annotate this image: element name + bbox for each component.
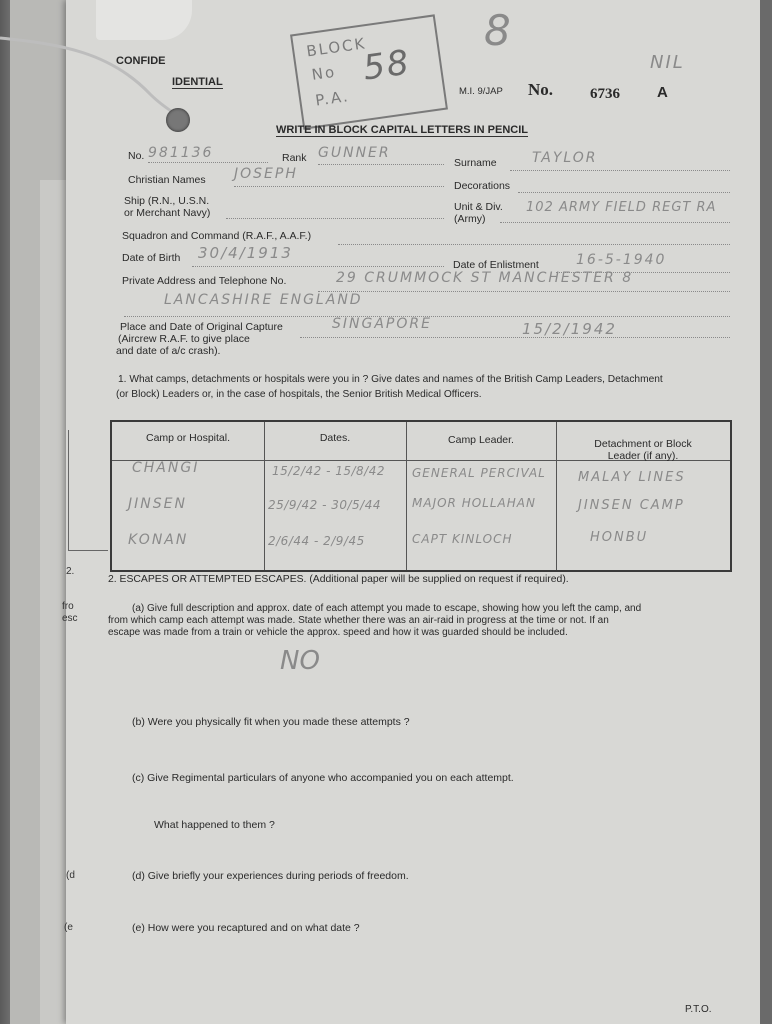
address-label: Private Address and Telephone No. bbox=[122, 275, 287, 287]
christian-line bbox=[234, 186, 444, 187]
capture-line bbox=[300, 337, 730, 338]
capture-place: SINGAPORE bbox=[332, 316, 432, 332]
ship-line bbox=[226, 218, 444, 219]
table-header: Camp Leader. bbox=[448, 434, 514, 446]
pto-label: P.T.O. bbox=[685, 1004, 712, 1015]
surname-line bbox=[510, 170, 730, 171]
rank-value: GUNNER bbox=[318, 145, 391, 161]
underlying-text: (d bbox=[66, 870, 75, 881]
punch-hole bbox=[166, 108, 190, 132]
table-header: Leader (if any). bbox=[607, 450, 679, 462]
form-suffix: A bbox=[657, 84, 668, 101]
underlying-table-edge bbox=[68, 430, 69, 550]
camps-table bbox=[110, 420, 732, 572]
leader-cell: CAPT KINLOCH bbox=[412, 532, 513, 546]
unit-value: 102 ARMY FIELD REGT RA bbox=[526, 200, 717, 215]
table-header: Detachment or Block bbox=[594, 438, 692, 450]
table-header: Camp or Hospital. bbox=[145, 432, 231, 444]
detachment-cell: HONBU bbox=[590, 530, 649, 545]
q1-text: (or Block) Leaders or, in the case of hospitals, the Senior British Medical Officers. bbox=[116, 389, 482, 400]
form-number: 6736 bbox=[590, 86, 620, 102]
q2d-text: (d) Give briefly your experiences during periods of freedom. bbox=[132, 870, 409, 882]
camp-cell: KONAN bbox=[128, 532, 189, 548]
dob-label: Date of Birth bbox=[122, 252, 181, 264]
enlistment-label: Date of Enlistment bbox=[453, 259, 539, 271]
stamp-line: P.A. bbox=[314, 87, 351, 110]
form-code: M.I. 9/JAP bbox=[459, 86, 503, 97]
underlying-text: esc bbox=[62, 613, 78, 624]
dates-cell: 25/9/42 - 30/5/44 bbox=[268, 498, 381, 512]
squadron-label: Squadron and Command (R.A.F., A.A.F.) bbox=[122, 230, 312, 242]
classification-label: IDENTIAL bbox=[172, 76, 223, 88]
q2e-text: (e) How were you recaptured and on what date ? bbox=[132, 922, 360, 934]
rank-line bbox=[318, 164, 444, 165]
underlying-text: fro bbox=[62, 601, 74, 612]
number-label: No. bbox=[528, 80, 554, 99]
unit-line bbox=[500, 222, 730, 223]
camp-cell: JINSEN bbox=[128, 496, 187, 512]
address-value-2: LANCASHIRE ENGLAND bbox=[164, 292, 363, 308]
leader-cell: GENERAL PERCIVAL bbox=[412, 466, 546, 480]
dates-cell: 15/2/42 - 15/8/42 bbox=[272, 464, 385, 478]
address-value-1: 29 CRUMMOCK ST MANCHESTER 8 bbox=[336, 270, 634, 286]
underlying-text: (e bbox=[64, 922, 73, 933]
underlying-table-edge bbox=[68, 550, 108, 551]
q2c-sub-text: What happened to them ? bbox=[154, 819, 275, 831]
leader-cell: MAJOR HOLLAHAN bbox=[412, 496, 536, 510]
capture-label: and date of a/c crash). bbox=[116, 345, 221, 357]
q2a-text: (a) Give full description and approx. date of each attempt you made to escape, showing how you left the camp, and bbox=[132, 603, 642, 614]
squadron-line bbox=[338, 244, 730, 245]
q2c-text: (c) Give Regimental particulars of anyone who accompanied you on each attempt. bbox=[132, 772, 514, 784]
dob-value: 30/4/1913 bbox=[198, 244, 293, 262]
surname-value: TAYLOR bbox=[532, 150, 598, 166]
underlying-text: 2. bbox=[66, 566, 75, 577]
classification-label: CONFIDE bbox=[116, 55, 166, 67]
no-value: 981136 bbox=[148, 145, 214, 161]
rank-label: Rank bbox=[282, 152, 307, 164]
ship-label: or Merchant Navy) bbox=[124, 207, 211, 219]
capture-date: 15/2/1942 bbox=[522, 320, 617, 338]
ship-label: Ship (R.N., U.S.N. bbox=[124, 195, 210, 207]
dates-cell: 2/6/44 - 2/9/45 bbox=[268, 534, 365, 548]
unit-label: (Army) bbox=[454, 213, 486, 225]
detachment-cell: JINSEN CAMP bbox=[578, 498, 685, 513]
q2b-text: (b) Were you physically fit when you made these attempts ? bbox=[132, 716, 410, 728]
capture-label: Place and Date of Original Capture bbox=[120, 321, 283, 333]
detachment-cell: MALAY LINES bbox=[578, 470, 686, 485]
instructions-heading: WRITE IN BLOCK CAPITAL LETTERS IN PENCIL bbox=[276, 124, 528, 136]
stamp-line: BLOCK bbox=[305, 34, 368, 61]
enlistment-value: 16-5-1940 bbox=[576, 252, 667, 268]
decorations-label: Decorations bbox=[454, 180, 511, 192]
dob-line bbox=[192, 266, 444, 267]
christian-names-label: Christian Names bbox=[128, 174, 206, 186]
no-label: No. bbox=[128, 150, 145, 162]
capture-label: (Aircrew R.A.F. to give place bbox=[118, 333, 250, 345]
handwritten-page-number: 8 bbox=[484, 6, 511, 55]
surname-label: Surname bbox=[454, 157, 497, 169]
christian-names-value: JOSEPH bbox=[234, 166, 298, 182]
stamp-line: No bbox=[310, 62, 338, 84]
q2a-text: escape was made from a train or vehicle the approx. speed and how it was guarded should be included. bbox=[108, 627, 568, 638]
q2-heading: 2. ESCAPES OR ATTEMPTED ESCAPES. (Additional paper will be supplied on request if required). bbox=[108, 574, 569, 585]
table-header: Dates. bbox=[319, 432, 351, 444]
decorations-line bbox=[518, 192, 730, 193]
block-stamp bbox=[290, 14, 448, 129]
right-edge bbox=[760, 0, 772, 1024]
camp-cell: CHANGI bbox=[132, 460, 200, 476]
string-tie bbox=[0, 32, 190, 122]
stamp-handwritten-number: 58 bbox=[360, 42, 414, 89]
q2a-answer: NO bbox=[280, 646, 320, 676]
address-line-1 bbox=[318, 291, 730, 292]
no-line bbox=[148, 162, 268, 163]
handwritten-nil: NIL bbox=[650, 52, 685, 73]
unit-label: Unit & Div. bbox=[454, 201, 503, 213]
q2a-text: from which camp each attempt was made. State whether there was an air-raid in progress at the time or not. If an bbox=[108, 615, 609, 626]
q1-text: 1. What camps, detachments or hospitals were you in ? Give dates and names of the British Camp Leaders, Detachment bbox=[118, 374, 663, 385]
table-divider bbox=[264, 422, 265, 570]
